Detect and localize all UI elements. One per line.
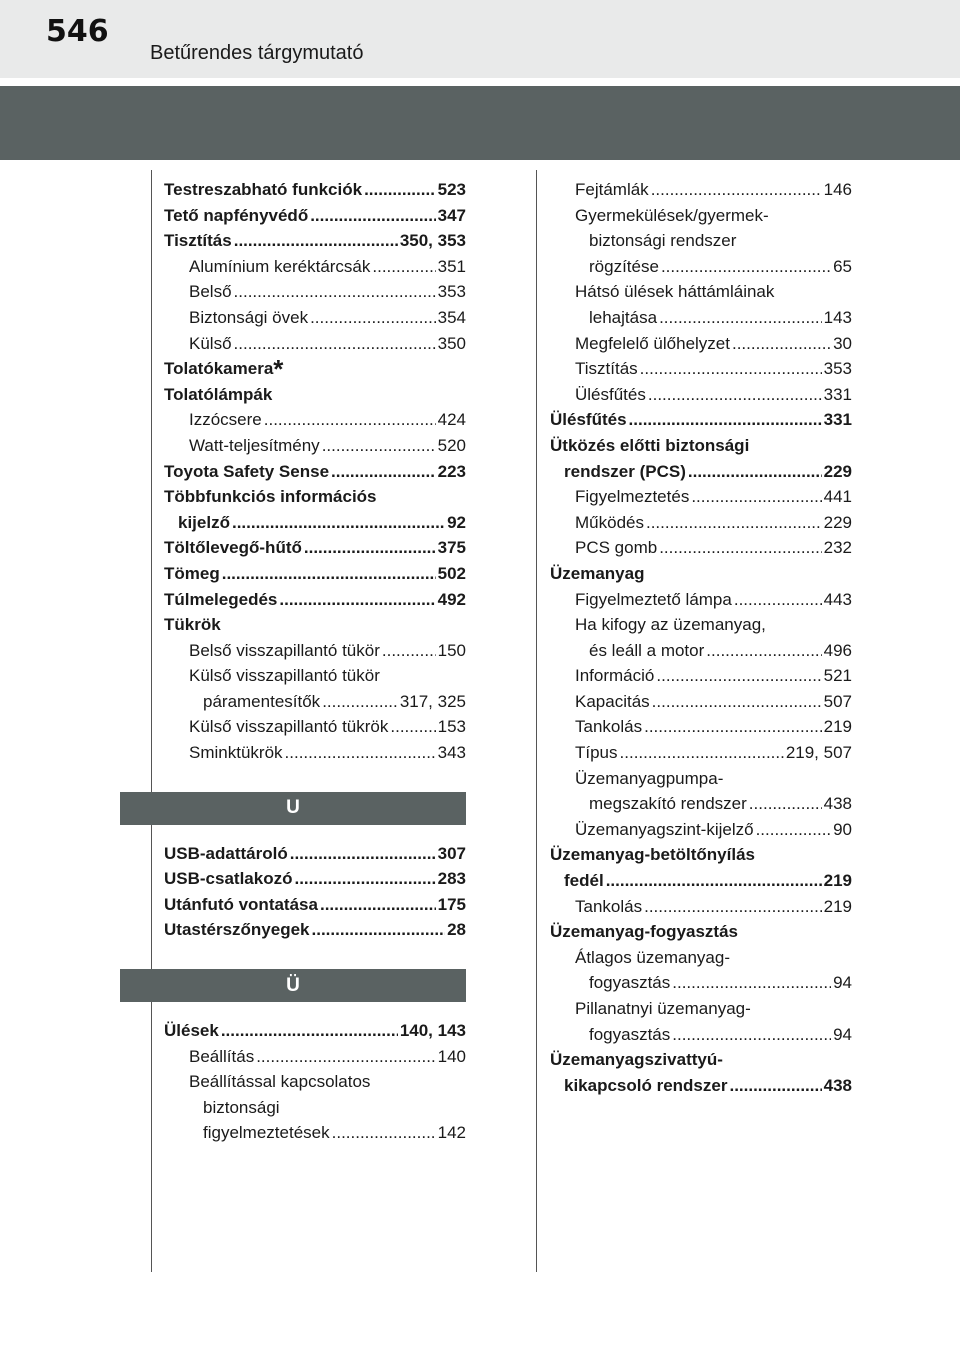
index-entry-line [164,917,466,943]
page-reference: 496 [823,640,852,660]
index-entry-line [189,689,466,715]
index-entry-line [575,254,852,280]
page-reference: 438 [823,794,852,814]
page-reference: 353 [823,359,852,379]
entry-term: Ülésfűtés [550,410,627,430]
entry-term: Tető napfényvédő [164,205,309,225]
entry-term: rögzítése [589,256,659,276]
entry-term: fogyasztás [589,1024,671,1044]
page-reference: 232 [823,538,852,558]
index-entry [164,459,466,485]
entry-term: Pillanatnyi üzemanyag- [575,999,751,1018]
entry-term: Tisztítás [164,231,232,251]
entry-term: Üzemanyag-betöltőnyílás [550,845,755,865]
leader-dots [672,970,831,996]
entry-term: Biztonsági övek [189,307,309,327]
entry-term: Fejtámlák [575,180,649,199]
entry-term: fedél [564,871,604,891]
index-entry [164,535,466,561]
leader-dots [652,689,822,715]
leader-dots [646,510,822,536]
index-entry-line [164,587,466,613]
entry-term: Ülések [164,1021,219,1041]
index-entry-line [550,407,852,433]
leader-dots [749,791,822,817]
leader-dots [672,1022,831,1048]
entry-term: Ütközés előtti biztonsági [550,435,750,455]
index-entry-line [575,663,852,689]
entry-term: Figyelmeztetés [575,487,690,507]
index-entry-line [189,663,466,689]
index-entry [164,587,466,613]
index-entry-line [189,1095,466,1121]
page-reference: 65 [833,256,852,276]
index-entry [164,917,466,943]
leader-dots [644,714,822,740]
index-entry [164,638,466,664]
entry-term: Figyelmeztető lámpa [575,589,732,609]
page-reference: 142 [437,1123,466,1143]
entry-term: Külső visszapillantó tükör [189,666,380,686]
index-entry-line [189,1044,466,1070]
index-entry-line [575,714,852,740]
index-entry-line [575,638,852,664]
index-entry-line [550,842,852,868]
leader-dots [304,535,436,561]
entry-term: Kapacitás [575,691,650,711]
header-band [0,86,960,160]
leader-dots [322,689,398,715]
entry-term: biztonsági [203,1097,280,1117]
entry-term: PCS gomb [575,538,658,558]
page-reference: 520 [437,435,466,455]
index-entry-line [164,892,466,918]
page-reference: 443 [823,589,852,609]
page-reference: 441 [823,487,852,507]
entry-term: Utastérszőnyegek [164,920,310,940]
index-entry-line [189,740,466,766]
index-entry-line [164,484,466,510]
index-entry [164,354,466,385]
index-entry-line [575,203,852,229]
index-entry [550,612,852,663]
index-entry [550,587,852,613]
page-reference: 317, 325 [399,691,466,711]
page-reference: 143 [823,307,852,327]
index-entry [550,203,852,280]
page-reference: 92 [447,512,466,532]
entry-term: megszakító rendszer [589,794,747,814]
leader-dots [256,1044,435,1070]
index-entry-line [189,638,466,664]
leader-dots [232,510,445,536]
column-divider-left [151,170,152,1272]
page-reference: 219 [823,896,852,916]
page-reference: 502 [437,563,466,583]
leader-dots [222,561,436,587]
section-letter-U: U [120,792,466,825]
page-reference: 331 [823,410,852,430]
index-entry [550,177,852,203]
entry-term: Információ [575,666,655,686]
page-number: 546 [46,14,109,49]
index-entry [164,382,466,408]
entry-term: Utánfutó vontatása [164,894,318,914]
index-entry [550,689,852,715]
index-entry [164,407,466,433]
leader-dots [706,638,821,664]
entry-term: biztonsági rendszer [589,231,737,251]
leader-dots [285,740,436,766]
entry-term: kikapcsoló rendszer [564,1075,728,1095]
index-entry-line [189,1069,466,1095]
entry-term: és leáll a motor [589,640,705,660]
entry-term: kijelző [178,512,230,532]
index-entry [164,866,466,892]
index-entry [550,561,852,587]
index-entry-line [189,1120,466,1146]
index-entry-line [189,305,466,331]
leader-dots [688,459,822,485]
page-reference: 350 [437,333,466,353]
page-reference: 375 [437,538,466,558]
page-reference: 283 [437,869,466,889]
page-reference: 219 [823,717,852,737]
leader-dots [290,841,436,867]
section-letter-Ü: Ü [120,969,466,1002]
index-entry [550,331,852,357]
entry-term: Beállítás [189,1046,255,1066]
entry-term: Üzemanyagszint-kijelző [575,819,754,839]
index-entry-line [575,484,852,510]
page-reference: 354 [437,307,466,327]
index-entry-line [550,459,852,485]
index-entry-line [189,714,466,740]
leader-dots [659,535,821,561]
index-entry [550,510,852,536]
entry-term: Belső visszapillantó tükör [189,640,380,660]
entry-term: Külső visszapillantó tükrök [189,717,389,737]
entry-term: Izzócsere [189,410,262,430]
entry-term: USB-csatlakozó [164,869,293,889]
index-entry-line [575,945,852,971]
index-entry-line [164,177,466,203]
page-reference: 424 [437,410,466,430]
page-reference: 223 [437,461,466,481]
page-title: Betűrendes tárgymutató [150,42,364,64]
entry-term: Alumínium keréktárcsák [189,256,371,276]
index-entry-line [164,866,466,892]
page-reference: 28 [447,920,466,940]
page-reference: 140, 143 [399,1021,466,1041]
index-entry-line [575,766,852,792]
index-entry-line [164,382,466,408]
index-entry [164,331,466,357]
index-entry [550,382,852,408]
leader-dots [620,740,784,766]
entry-term: lehajtása [589,307,658,327]
index-entry-line [550,919,852,945]
index-entry [164,740,466,766]
entry-term: Üzemanyag-fogyasztás [550,922,739,942]
index-entry [164,841,466,867]
index-entry-line [575,587,852,613]
index-entry-line [575,970,852,996]
page-reference: 353 [437,282,466,302]
page-reference: 343 [437,743,466,763]
leader-dots [234,331,436,357]
index-entry-line [550,1047,852,1073]
page-reference: 150 [437,640,466,660]
index-entry-line [575,279,852,305]
page-reference: 523 [437,180,466,199]
index-entry [550,535,852,561]
index-entry-line [575,1022,852,1048]
index-entry [550,740,852,766]
index-entry [164,892,466,918]
leader-dots [640,356,822,382]
index-entry [550,714,852,740]
index-entry-line [575,612,852,638]
index-entry-line [575,356,852,382]
index-entry-line [575,228,852,254]
page-reference: 94 [833,1024,852,1044]
entry-term: Töltőlevegő-hűtő [164,538,302,558]
entry-term: Tisztítás [575,359,638,379]
leader-dots [322,433,436,459]
index-entry-line [189,331,466,357]
index-entry [550,484,852,510]
page-reference: 90 [833,819,852,839]
leader-dots [264,407,436,433]
entry-term: Ülésfűtés [575,384,646,404]
entry-term: Üzemanyagpumpa- [575,768,724,788]
page-reference: 94 [833,973,852,993]
leader-dots [629,407,822,433]
index-entry-line [550,868,852,894]
leader-dots [732,331,831,357]
index-entry [550,663,852,689]
page-reference: 331 [823,384,852,404]
page-reference: 521 [823,666,852,686]
entry-term: Átlagos üzemanyag- [575,947,730,967]
index-entry [550,356,852,382]
index-entry-line [575,382,852,408]
index-entry [550,279,852,330]
index-entry-line [189,433,466,459]
index-entry-line [575,791,852,817]
index-entry [550,817,852,843]
index-entry-line [575,510,852,536]
page-reference: 140 [437,1046,466,1066]
leader-dots [294,866,435,892]
index-entry-line [164,459,466,485]
entry-term: Külső [189,333,232,353]
page-reference: 229 [823,461,852,481]
index-entry [164,612,466,638]
entry-term: Túlmelegedés [164,589,278,609]
index-entry-line [189,407,466,433]
index-entry [164,177,466,203]
entry-term: Belső [189,282,232,302]
index-entry [164,663,466,714]
entry-term: Üzemanyagszivattyú- [550,1050,723,1070]
index-entry [164,279,466,305]
index-entry [550,433,852,484]
page-reference: 219, 507 [785,743,852,763]
index-entry-line [164,535,466,561]
page-reference: 146 [823,180,852,199]
page-reference: 351 [437,256,466,276]
index-entry [550,842,852,893]
page-reference: 492 [437,589,466,609]
leader-dots [648,382,822,408]
leader-dots [606,868,822,894]
leader-dots [234,228,398,254]
leader-dots [331,459,436,485]
page-reference: 507 [823,691,852,711]
index-entry [550,894,852,920]
entry-term: Típus [575,743,618,763]
leader-dots [310,203,435,229]
entry-term: rendszer (PCS) [564,461,686,481]
leader-dots [332,1120,436,1146]
leader-dots [320,892,436,918]
column-divider-middle [536,170,537,1272]
index-entry [550,996,852,1047]
index-entry-line [575,996,852,1022]
entry-term: Működés [575,512,644,532]
entry-term: Toyota Safety Sense [164,461,330,481]
page-reference: 350, 353 [399,231,466,251]
entry-term: Megfelelő ülőhelyzet [575,333,730,353]
index-entry-line [575,177,852,203]
leader-dots [756,817,832,843]
entry-term: Tolatólámpák [164,384,273,404]
entry-term: páramentesítők [203,691,321,711]
leader-dots [661,254,831,280]
leader-dots [656,663,821,689]
page-header [0,0,960,78]
entry-term: USB-adattároló [164,843,288,863]
index-entry-line [575,535,852,561]
index-entry [164,714,466,740]
index-entry-line [575,817,852,843]
index-entry [164,228,466,254]
index-entry [164,1069,466,1146]
entry-term: Üzemanyag [550,563,645,583]
leader-dots [644,894,822,920]
index-entry [164,433,466,459]
index-entry [164,1018,466,1044]
entry-term: Tankolás [575,896,643,916]
index-entry [164,254,466,280]
index-entry-line: Tolatókamera * [164,354,284,385]
leader-dots [312,917,446,943]
index-entry [550,766,852,817]
index-entry-line [164,612,466,638]
index-entry-line [164,203,466,229]
leader-dots [651,177,822,203]
entry-term: Gyermekülések/gyermek- [575,205,769,225]
leader-dots [382,638,436,664]
entry-term: Sminktükrök [189,743,283,763]
page-reference: 307 [437,843,466,863]
index-entry [164,305,466,331]
index-entry [164,203,466,229]
page-reference: 229 [823,512,852,532]
entry-term: Ha kifogy az üzemanyag, [575,615,766,635]
page-reference: 219 [823,871,852,891]
index-entry-line [164,228,466,254]
index-entry-line [189,279,466,305]
entry-term: Tömeg [164,563,220,583]
entry-term: Watt-teljesítmény [189,435,320,455]
entry-term: figyelmeztetések [203,1123,330,1143]
index-column-right [550,177,852,1098]
index-entry-line [164,510,466,536]
leader-dots [279,587,435,613]
index-entry [550,407,852,433]
index-entry [550,1047,852,1098]
entry-term: Beállítással kapcsolatos [189,1072,371,1092]
entry-term: Többfunkciós információs [164,487,377,507]
index-entry [550,919,852,945]
index-entry-line [164,1018,466,1044]
entry-term: Tankolás [575,717,643,737]
page-reference: 175 [437,894,466,914]
index-column-left [164,177,466,1146]
index-entry [164,484,466,535]
page-reference: 153 [437,717,466,737]
page-reference: 438 [823,1075,852,1095]
index-entry [164,1044,466,1070]
leader-dots [372,254,435,280]
leader-dots [390,714,435,740]
index-entry [550,945,852,996]
index-entry-line [575,305,852,331]
index-entry-line [550,561,852,587]
index-entry-line [575,331,852,357]
index-entry-line [164,561,466,587]
entry-term: Tolatókamera [164,359,274,379]
index-entry-line [550,1073,852,1099]
page-reference: 347 [437,205,466,225]
entry-term: Tükrök [164,615,221,635]
leader-dots [310,305,436,331]
leader-dots [659,305,822,331]
leader-dots [729,1073,821,1099]
entry-term: fogyasztás [589,973,671,993]
page-reference: 30 [833,333,852,353]
index-entry [164,561,466,587]
index-entry-line [575,740,852,766]
entry-term: Hátsó ülések háttámláinak [575,282,775,302]
index-entry-line [164,841,466,867]
index-entry-line [575,894,852,920]
leader-dots [691,484,821,510]
leader-dots [234,279,436,305]
index-entry-line [189,254,466,280]
entry-term: Testreszabható funkciók [164,180,363,199]
leader-dots [221,1018,398,1044]
index-entry-line [550,433,852,459]
index-entry-line [575,689,852,715]
leader-dots [364,177,436,203]
leader-dots [734,587,822,613]
